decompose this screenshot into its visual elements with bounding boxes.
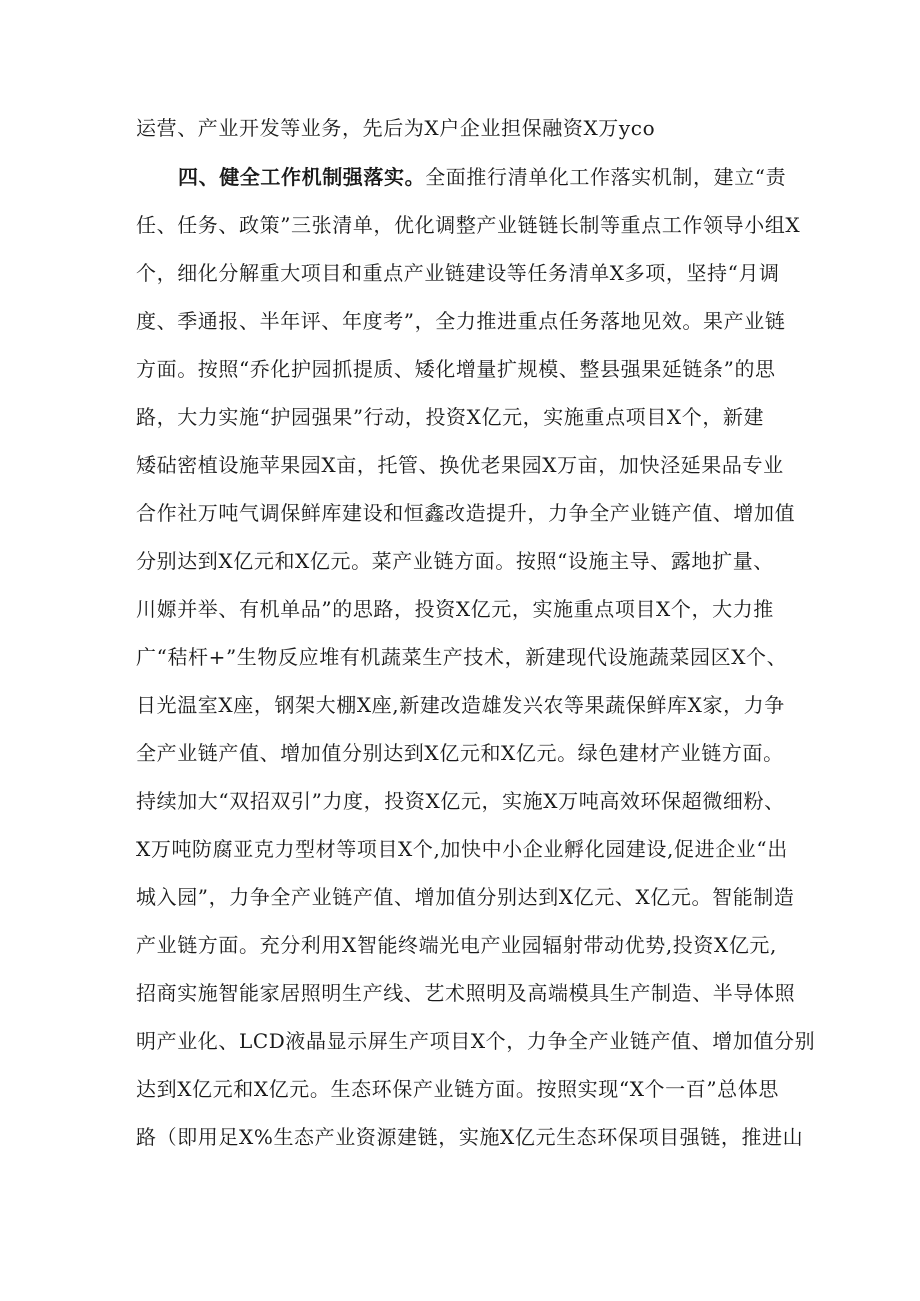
text-line: 达到X亿元和X亿元。生态环保产业链方面。按照实现“X个一百”总体思	[136, 1077, 779, 1101]
text-line: 分别达到X亿元和X亿元。菜产业链方面。按照“设施主导、露地扩量、	[136, 549, 774, 573]
section-first-line	[178, 163, 786, 191]
text-line: 持续加大“双招双引”力度，投资X亿元，实施X万吨高效环保超微细粉、	[136, 789, 785, 813]
text-line: 全产业链产值、增加值分别达到X亿元和X亿元。绿色建材产业链方面。	[136, 741, 784, 765]
text-line: 合作社万吨气调保鲜库建设和恒鑫改造提升，力争全产业链产值、增加值	[136, 501, 796, 525]
text-line: 个，细化分解重大项目和重点产业链建设等任务清单X多项，坚持“月调	[136, 261, 780, 285]
text-line: 运营、产业开发等业务，先后为X户企业担保融资X万yco	[136, 116, 656, 140]
text-line: 路，大力实施“护园强果”行动，投资X亿元，实施重点项目X个，新建	[136, 405, 765, 429]
text-line: 路（即用足X%生态产业资源建链，实施X亿元生态环保项目强链，推进山	[136, 1125, 804, 1149]
section-heading: 四、健全工作机制强落实。	[178, 165, 426, 189]
text-line: 广“秸杆+”生物反应堆有机蔬菜生产技术，新建现代设施蔬菜园区X个、	[136, 645, 788, 669]
text-line: 日光温室X座，钢架大棚X座,新建改造雄发兴农等果蔬保鲜库X家，力争	[136, 693, 785, 717]
text-line: 矮砧密植设施苹果园X亩，托管、换优老果园X万亩，加快泾延果品专业	[136, 453, 784, 477]
text-line: 任、任务、政策”三张清单，优化调整产业链链长制等重点工作领导小组X	[136, 213, 801, 237]
text-line: 城入园”，力争全产业链产值、增加值分别达到X亿元、X亿元。智能制造	[136, 885, 795, 909]
text-line: 度、季通报、半年评、年度考”，全力推进重点任务落地见效。果产业链	[136, 309, 786, 333]
text-line: X万吨防腐亚克力型材等项目X个,加快中小企业孵化园建设,促进企业“出	[136, 837, 788, 861]
text-line: 招商实施智能家居照明生产线、艺术照明及高端模具生产制造、半导体照	[136, 981, 796, 1005]
text-line: 产业链方面。充分利用X智能终端光电产业园辐射带动优势,投资X亿元,	[136, 933, 777, 957]
section-first-line-text: 全面推行清单化工作落实机制，建立“责	[425, 165, 787, 189]
text-line: 明产业化、LCD液晶显示屏生产项目X个，力争全产业链产值、增加值分别	[136, 1029, 816, 1053]
text-line: 方面。按照“乔化护园抓提质、矮化增量扩规模、整县强果延链条”的思	[136, 357, 776, 381]
text-line: 川嫄并举、有机单品”的思路，投资X亿元，实施重点项目X个，大力推	[136, 597, 774, 621]
